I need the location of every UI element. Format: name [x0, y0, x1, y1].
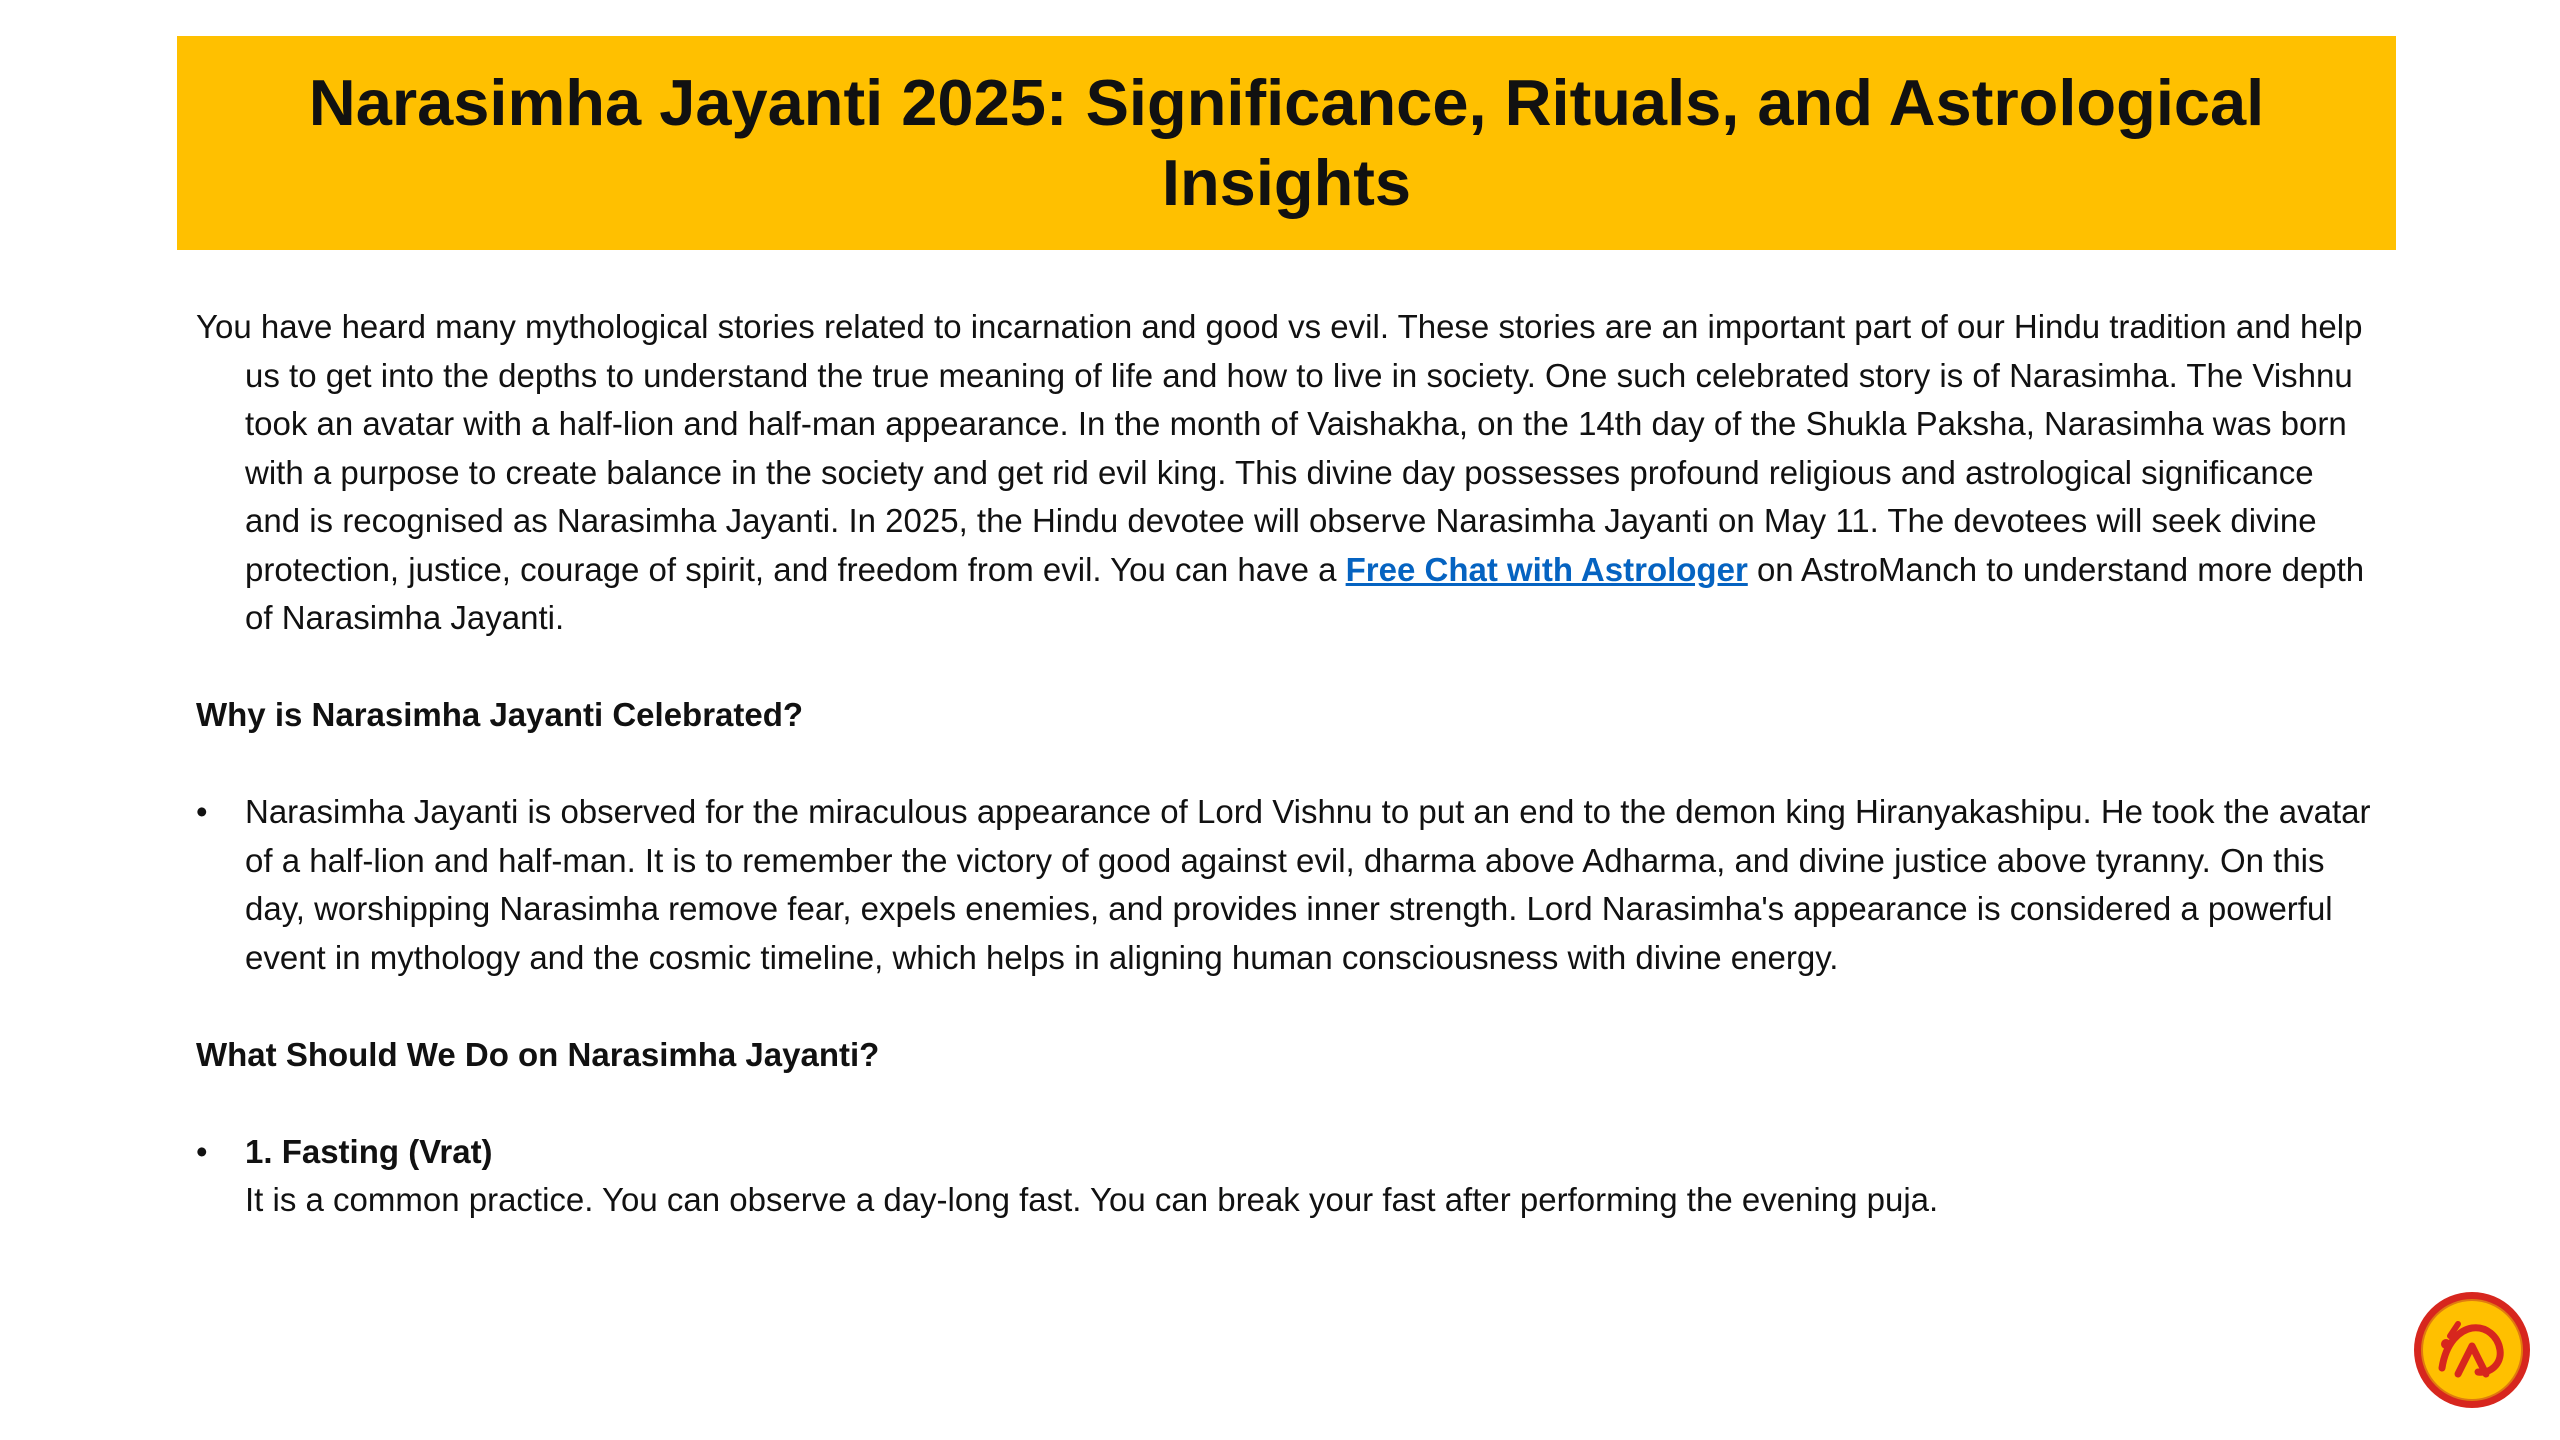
title-banner	[177, 36, 2396, 250]
logo-graphic	[2412, 1290, 2532, 1410]
why-bullet-text: Narasimha Jayanti is observed for the miraculous appearance of Lord Vishnu to put an end to the demon king Hiranyakashipu. He took the avatar of a half-lion and half-man. It is to remember the victory of good against evil, dharma above Adharma, and divine justice above tyranny. On this day, worshipping Narasimha remove fear, expels enemies, and provides inner strength. Lord Narasimha's appearance is considered a powerful event in mythology and the cosmic timeline, which helps in aligning human consciousness with divine energy.	[245, 793, 2371, 976]
intro-text-after-link: on AstroManch to understand more depth of Narasimha Jayanti.	[245, 550, 2365, 636]
fasting-bullet-item	[196, 1128, 2376, 1225]
what-to-do-heading: What Should We Do on Narasimha Jayanti?	[196, 1035, 880, 1073]
intro-text-before-link: You have heard many mythological stories related to incarnation and good vs evil. These stories are an important part of our Hindu tradition and help us to get into the depths to understand the true meaning of life and how to live in society. One such celebrated story is of Narasimha. The Vishnu took an avatar with a half-lion and half-man appearance. In the month of Vaishakha, on the 14th day of the Shukla Paksha, Narasimha was born with a purpose to create balance in the society and get rid evil king. This divine day possesses profound religious and astrological significance and is recognised as Narasimha Jayanti. In 2025, the Hindu devotee will observe Narasimha Jayanti on May 11. The devotees will seek divine protection, justice, courage of spirit, and freedom from evil. You can have a	[196, 308, 2363, 588]
why-bullet-item	[196, 788, 2376, 982]
bullet-icon: •	[196, 793, 208, 830]
bullet-icon: •	[196, 1132, 208, 1170]
intro-paragraph	[196, 303, 2376, 643]
page-title: Narasimha Jayanti 2025: Significance, Rituals, and Astrological Insights	[308, 66, 2265, 219]
fasting-item-title: 1. Fasting (Vrat)	[245, 1132, 493, 1170]
astromanch-logo-icon	[2412, 1290, 2532, 1410]
logo-dot	[2441, 1339, 2451, 1349]
why-celebrated-heading: Why is Narasimha Jayanti Celebrated?	[196, 696, 804, 733]
free-chat-with-astrologer-link[interactable]: Free Chat with Astrologer	[1345, 550, 1748, 588]
slide-content	[196, 303, 2376, 1225]
fasting-item-text: It is a common practice. You can observe a day-long fast. You can break your fast after performing the evening puja.	[245, 1181, 1939, 1218]
